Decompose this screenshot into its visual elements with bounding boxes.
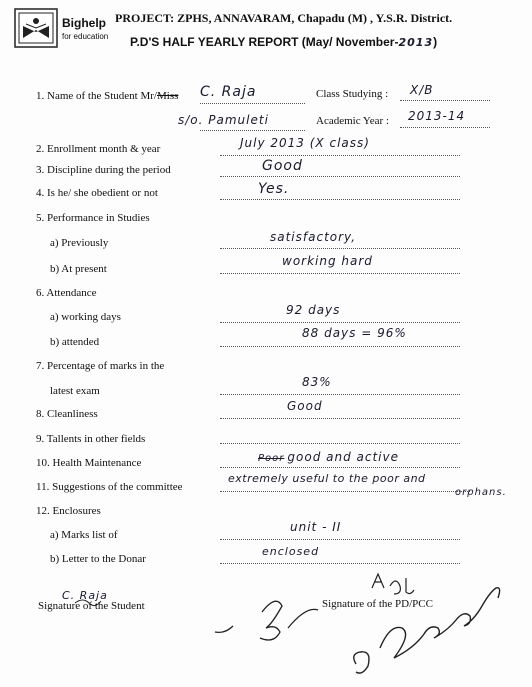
student-signature-label: Signature of the Student <box>38 600 145 612</box>
present-label: b) At present <box>50 263 107 275</box>
class-label: Class Studying : <box>316 88 389 100</box>
working-days-label: a) working days <box>50 311 121 323</box>
attendance-label: 6. Attendance <box>36 287 97 299</box>
present-value: working hard <box>282 254 373 268</box>
health-label: 10. Health Maintenance <box>36 457 142 469</box>
logo-text: Bighelp <box>62 16 106 30</box>
health-strike: Poor <box>258 453 285 464</box>
name-value-2: s/o. Pamuleti <box>178 113 269 127</box>
report-title-text: P.D'S HALF YEARLY REPORT (May/ November- <box>130 35 399 49</box>
report-title-close: ) <box>433 35 438 49</box>
enclosures-label: 12. Enclosures <box>36 505 101 517</box>
marks-label-2: latest exam <box>50 385 100 397</box>
marks-list-label: a) Marks list of <box>50 529 118 541</box>
performance-label: 5. Performance in Studies <box>36 212 150 224</box>
suggestions-label: 11. Suggestions of the committee <box>36 481 183 493</box>
student-signature-name: C. Raja <box>62 589 108 602</box>
project-title: PROJECT: ZPHS, ANNAVARAM, Chapadu (M) , Y.S.R. District. <box>115 11 453 25</box>
class-value: X/B <box>410 83 434 97</box>
cleanliness-value: Good <box>287 399 323 413</box>
health-text: good and active <box>287 450 399 464</box>
obedient-value: Yes. <box>258 181 290 197</box>
name-label-miss: Miss <box>156 90 179 102</box>
enrollment-label: 2. Enrollment month & year <box>36 143 161 155</box>
marks-label-1: 7. Percentage of marks in the <box>36 360 165 372</box>
attended-label: b) attended <box>50 336 100 348</box>
attended-value: 88 days = 96% <box>302 326 407 340</box>
logo-subtext: for education <box>62 32 109 41</box>
report-year: 2013 <box>398 36 434 49</box>
letter-value: enclosed <box>262 545 320 558</box>
previously-label: a) Previously <box>50 237 109 249</box>
suggestions-value-1: extremely useful to the poor and <box>228 472 426 485</box>
letter-label: b) Letter to the Donar <box>50 553 146 565</box>
previously-value: satisfactory, <box>270 230 357 244</box>
name-value: C. Raja <box>200 84 257 100</box>
discipline-value: Good <box>262 158 303 174</box>
enrollment-value: July 2013 (X class) <box>240 136 370 150</box>
talents-label: 9. Tallents in other fields <box>36 433 146 445</box>
suggestions-value-2: orphans. <box>455 487 507 498</box>
discipline-label: 3. Discipline during the period <box>36 164 171 176</box>
working-days-value: 92 days <box>286 303 341 317</box>
obedient-label: 4. Is he/ she obedient or not <box>36 187 158 199</box>
marks-value: 83% <box>302 375 332 389</box>
name-label-text: 1. Name of the Student Mr/ <box>36 90 157 102</box>
academic-year-label: Academic Year : <box>316 115 390 127</box>
marks-list-value: unit - II <box>290 520 342 534</box>
academic-year-value: 2013-14 <box>408 109 466 123</box>
pd-signature-label: Signature of the PD/PCC <box>322 598 433 610</box>
cleanliness-label: 8. Cleanliness <box>36 408 98 420</box>
